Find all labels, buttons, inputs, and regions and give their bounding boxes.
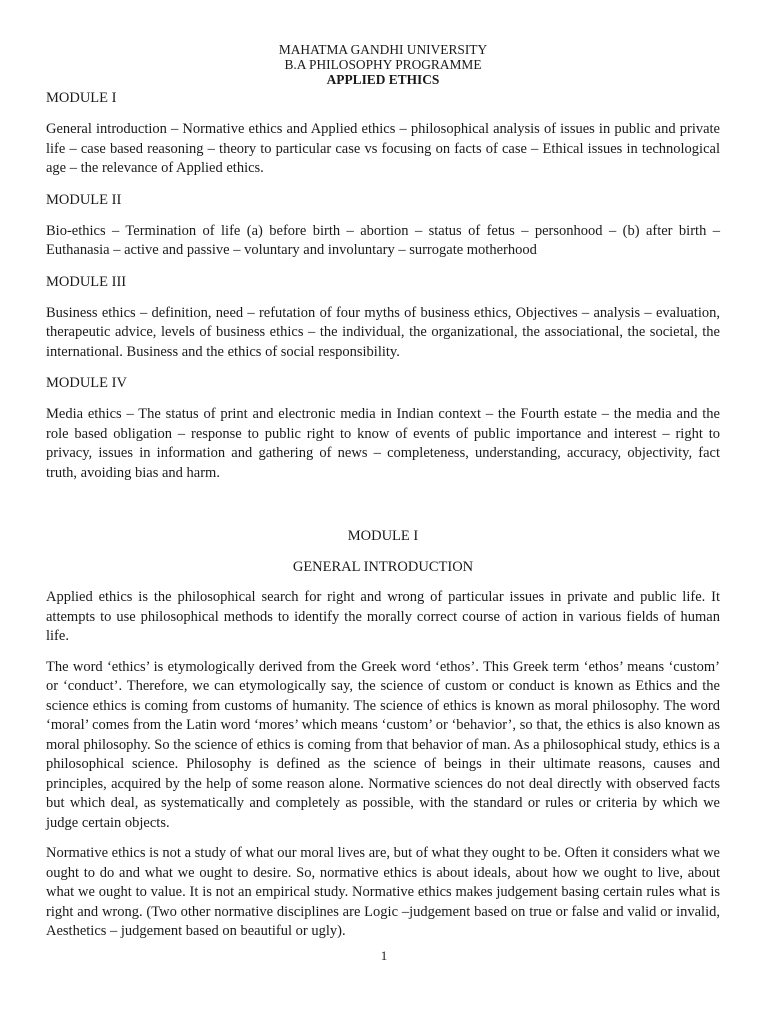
module-2-heading: MODULE II bbox=[46, 191, 122, 208]
section-paragraph: The word ‘ethics’ is etymologically derived from the Greek word ‘ethos’. This Greek term ‘ethos’ means ‘custom’ or ‘conduct’. Therefore, we can etymologically say, the science of custom or conduct is known as Ethics and the science ethics is coming from customs of humanity. The science of ethics is known as moral philosophy. The word ‘moral’ comes from the Latin word ‘mores’ which means ‘custom’ or ‘behavior’, so that, the ethics is also known as moral philosophy. So the science of ethics is coming from that behavior of man. As a philosophical study, ethics is a philosophical science. Philosophy is defined as the science of beings in their ultimate reasons, causes and principles, acquired by the help of some reason alone. Normative sciences do not deal directly with observed facts but which deal, as systematically and completely as possible, with the standard or rules or criteria by which we judge certain objects. bbox=[46, 658, 720, 831]
module-1-text: General introduction – Normative ethics and Applied ethics – philosophical analysis of issues in public and private life – case based reasoning – theory to particular case vs focusing on facts of case – Ethical issues in technological age – the relevance of Applied ethics. bbox=[46, 121, 720, 176]
section-paragraph: Normative ethics is not a study of what our moral lives are, but of what they ought to be. Often it considers what we ought to do and what we ought to desire. So, normative ethics is about ideals, about how we ought to live, about what we ought to value. It is not an empirical study. Normative ethics makes judgement basing certain rules what is right and wrong. (Two other normative disciplines are Logic –judgement based on true or false and valid or invalid, Aesthetics – judgement based on beautiful or ugly). bbox=[46, 845, 720, 939]
page-number: 1 bbox=[380, 948, 388, 963]
module-4-heading: MODULE IV bbox=[46, 375, 127, 391]
module-1-heading: MODULE I bbox=[46, 90, 117, 106]
programme-name: B.A PHILOSOPHY PROGRAMME bbox=[284, 57, 482, 72]
course-title: APPLIED ETHICS bbox=[326, 72, 440, 87]
module-3-heading: MODULE III bbox=[46, 273, 127, 290]
syllabus bbox=[46, 89, 720, 483]
module-section bbox=[46, 527, 720, 942]
section-paragraph: Applied ethics is the philosophical search for right and wrong of particular issues in private and public life. It attempts to use philosophical methods to identify the morally correct course of action in various fields of human life. bbox=[46, 589, 720, 644]
section-title: GENERAL INTRODUCTION bbox=[292, 559, 474, 575]
section-module-title: MODULE I bbox=[347, 528, 419, 544]
module-4-text: Media ethics – The status of print and electronic media in Indian context – the Fourth estate – the media and the role based obligation – response to public right to know of events of public importance and interest – right to privacy, issues in information and gathering of news – completeness, understanding, accuracy, objectivity, fact truth, avoiding bias and harm. bbox=[46, 406, 720, 481]
university-name: MAHATMA GANDHI UNIVERSITY bbox=[278, 42, 488, 57]
module-3-text: Business ethics – definition, need – refutation of four myths of business ethics, Objectives – analysis – evaluation, therapeutic advice, levels of business ethics – the individual, the organizational, the associational, the societal, the international. Business and the ethics of social responsibility. bbox=[46, 304, 720, 360]
document-header bbox=[46, 42, 720, 87]
module-2-text: Bio-ethics – Termination of life (a) before birth – abortion – status of fetus – personhood – (b) after birth – Euthanasia – active and passive – voluntary and involuntary – surrogate motherhood bbox=[46, 222, 720, 258]
